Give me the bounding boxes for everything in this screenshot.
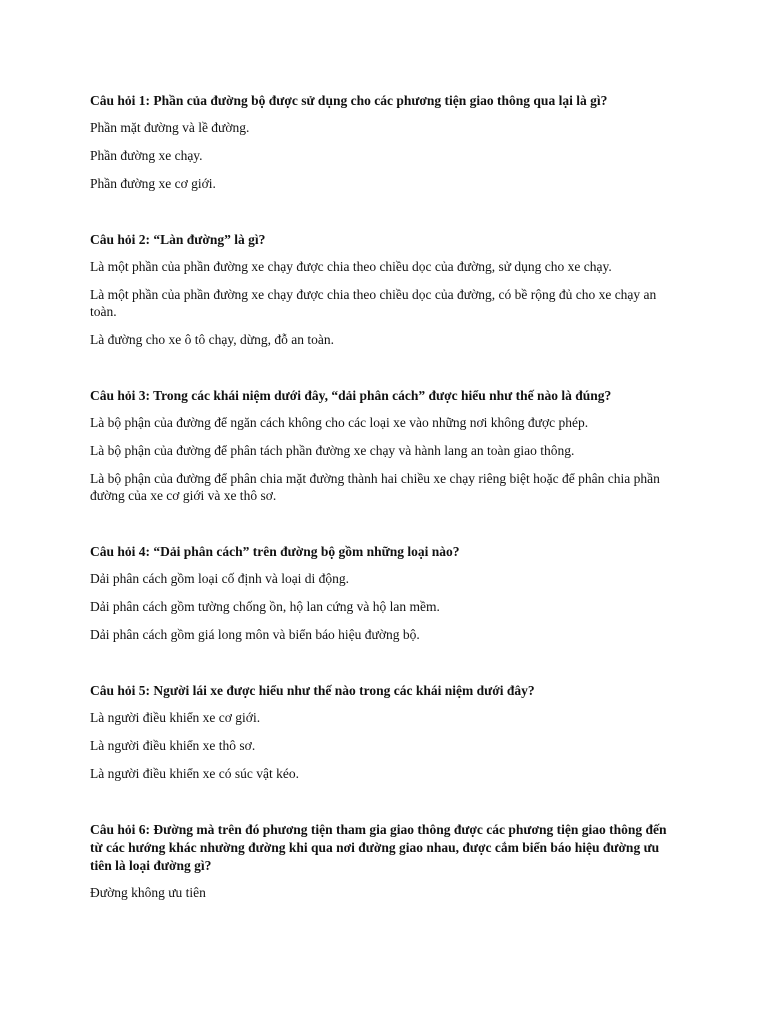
question-title: Câu hỏi 6: Đường mà trên đó phương tiện tham gia giao thông được các phương tiện giao thông đến từ các hướng khác nhường đường khi qua nơi đường giao nhau, được cắm biển báo hiệu đường ưu tiên là loại đường gì? [90,822,667,873]
document-page [90,92,680,912]
answer-option: Là người điều khiển xe cơ giới. [90,710,261,725]
answer-option: Là người điều khiển xe thô sơ. [90,738,256,753]
answer-option: Là đường cho xe ô tô chạy, dừng, đỗ an toàn. [90,332,334,347]
question-6 [90,821,680,901]
question-5 [90,682,680,782]
answer-option: Là bộ phận của đường để phân tách phần đường xe chạy và hành lang an toàn giao thông. [90,443,575,458]
question-title: Câu hỏi 5: Người lái xe được hiểu như thế nào trong các khái niệm dưới đây? [90,683,535,698]
section-spacer [90,203,680,231]
question-4 [90,543,680,643]
answer-option: Là người điều khiển xe có súc vật kéo. [90,766,300,781]
answer-option: Dải phân cách gồm loại cố định và loại di động. [90,571,350,586]
answer-option: Là một phần của phần đường xe chạy được chia theo chiều dọc của đường, có bề rộng đủ cho xe chạy an toàn. [90,287,657,319]
section-spacer [90,654,680,682]
question-title: Câu hỏi 3: Trong các khái niệm dưới đây, “dải phân cách” được hiểu như thế nào là đúng? [90,388,612,403]
section-spacer [90,793,680,821]
answer-option: Là một phần của phần đường xe chạy được chia theo chiều dọc của đường, sử dụng cho xe chạy. [90,259,612,274]
question-2 [90,231,680,348]
answer-option: Đường không ưu tiên [90,885,206,900]
answer-option: Phần đường xe cơ giới. [90,176,216,191]
question-1 [90,92,680,192]
section-spacer [90,515,680,543]
answer-option: Là bộ phận của đường để phân chia mặt đường thành hai chiều xe chạy riêng biệt hoặc để phân chia phần đường của xe cơ giới và xe thô sơ. [90,471,660,503]
question-title: Câu hỏi 1: Phần của đường bộ được sử dụng cho các phương tiện giao thông qua lại là gì? [90,93,608,108]
answer-option: Phần mặt đường và lề đường. [90,120,250,135]
answer-option: Dải phân cách gồm tường chống ồn, hộ lan cứng và hộ lan mềm. [90,599,440,614]
section-spacer [90,359,680,387]
question-title: Câu hỏi 4: “Dải phân cách” trên đường bộ gồm những loại nào? [90,544,460,559]
answer-option: Dải phân cách gồm giá long môn và biển báo hiệu đường bộ. [90,627,420,642]
answer-option: Phần đường xe chạy. [90,148,203,163]
question-title: Câu hỏi 2: “Làn đường” là gì? [90,232,266,247]
answer-option: Là bộ phận của đường để ngăn cách không cho các loại xe vào những nơi không được phép. [90,415,589,430]
question-3 [90,387,680,504]
